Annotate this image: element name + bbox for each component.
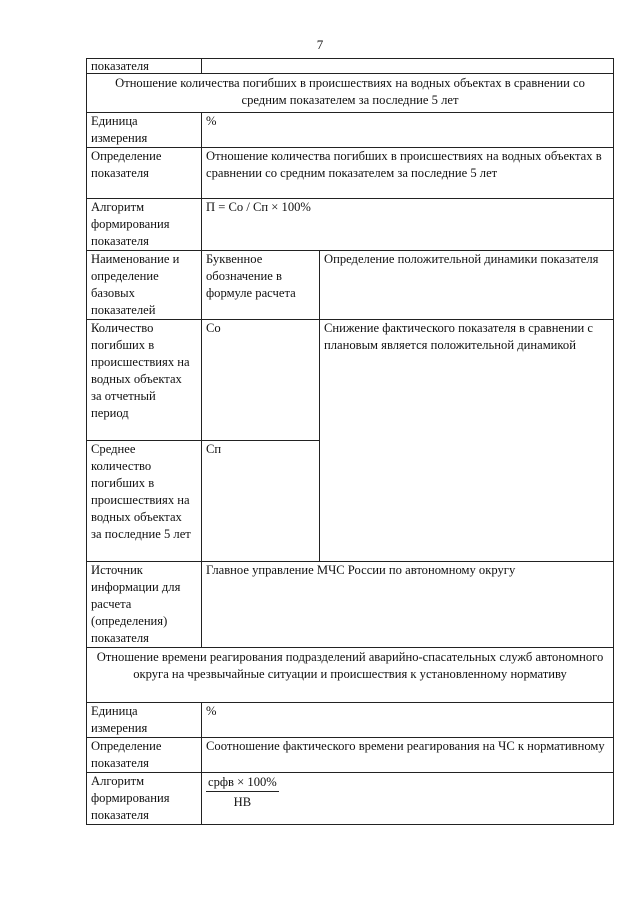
section2-definition-row — [87, 738, 614, 773]
fraction-numerator: срфв × 100% — [206, 774, 279, 792]
section1-algorithm-row — [87, 199, 614, 251]
section1-unit-row — [87, 113, 614, 148]
table-row — [87, 320, 614, 441]
top-fragment-label: показателя — [87, 59, 202, 74]
section1-algorithm-formula: П = Со / Сп × 100% — [202, 199, 614, 251]
section2-algorithm-label: Алгоритм формирования показателя — [87, 773, 202, 825]
section1-definition-label: Определение показателя — [87, 148, 202, 199]
top-fragment-row — [87, 59, 614, 74]
section2-unit-label: Единица измерения — [87, 703, 202, 738]
section1-base-header-row — [87, 251, 614, 320]
section1-definition-row — [87, 148, 614, 199]
section1-unit-label: Единица измерения — [87, 113, 202, 148]
section2-algorithm-formula — [202, 773, 614, 825]
section1-definition-value: Отношение количества погибших в происшествиях на водных объектах в сравнении со средним показателем за последние 5 лет — [202, 148, 614, 199]
section1-source-value: Главное управление МЧС России по автономному округу — [202, 562, 614, 648]
section2-unit-row — [87, 703, 614, 738]
dynamics-continuation — [320, 441, 614, 562]
base-row-1-symbol: Со — [202, 320, 320, 441]
section2-unit-value: % — [202, 703, 614, 738]
base-header-symbol: Буквенное обозначение в формуле расчета — [202, 251, 320, 320]
section1-algorithm-label: Алгоритм формирования показателя — [87, 199, 202, 251]
base-header-dynamics: Определение положительной динамики показателя — [320, 251, 614, 320]
dynamics-description: Снижение фактического показателя в сравнении с плановым является положительной динамикой — [320, 320, 614, 441]
base-row-2-name: Среднее количество погибших в происшествиях на водных объектах за последние 5 лет — [87, 441, 202, 562]
section1-title-row — [87, 74, 614, 113]
section1-source-label: Источник информации для расчета (определения) показателя — [87, 562, 202, 648]
base-row-1-name: Количество погибших в происшествиях на водных объектах за отчетный период — [87, 320, 202, 441]
section2-definition-value: Соотношение фактического времени реагирования на ЧС к нормативному — [202, 738, 614, 773]
fraction-formula — [206, 774, 279, 811]
section1-unit-value: % — [202, 113, 614, 148]
base-row-2-symbol: Сп — [202, 441, 320, 562]
indicator-table — [86, 58, 614, 825]
section1-title: Отношение количества погибших в происшествиях на водных объектах в сравнении со средним показателем за последние 5 лет — [87, 74, 614, 113]
page-number: 7 — [316, 37, 324, 52]
base-header-name: Наименование и определение базовых показателей — [87, 251, 202, 320]
section2-definition-label: Определение показателя — [87, 738, 202, 773]
top-fragment-value — [202, 59, 614, 74]
section1-source-row — [87, 562, 614, 648]
section2-title: Отношение времени реагирования подразделений аварийно-спасательных служб автономного округа на чрезвычайные ситуации и происшествия к установленному нормативу — [87, 648, 614, 703]
section2-algorithm-row — [87, 773, 614, 825]
section2-title-row — [87, 648, 614, 703]
table-row — [87, 441, 614, 562]
fraction-denominator: НВ — [233, 795, 252, 809]
